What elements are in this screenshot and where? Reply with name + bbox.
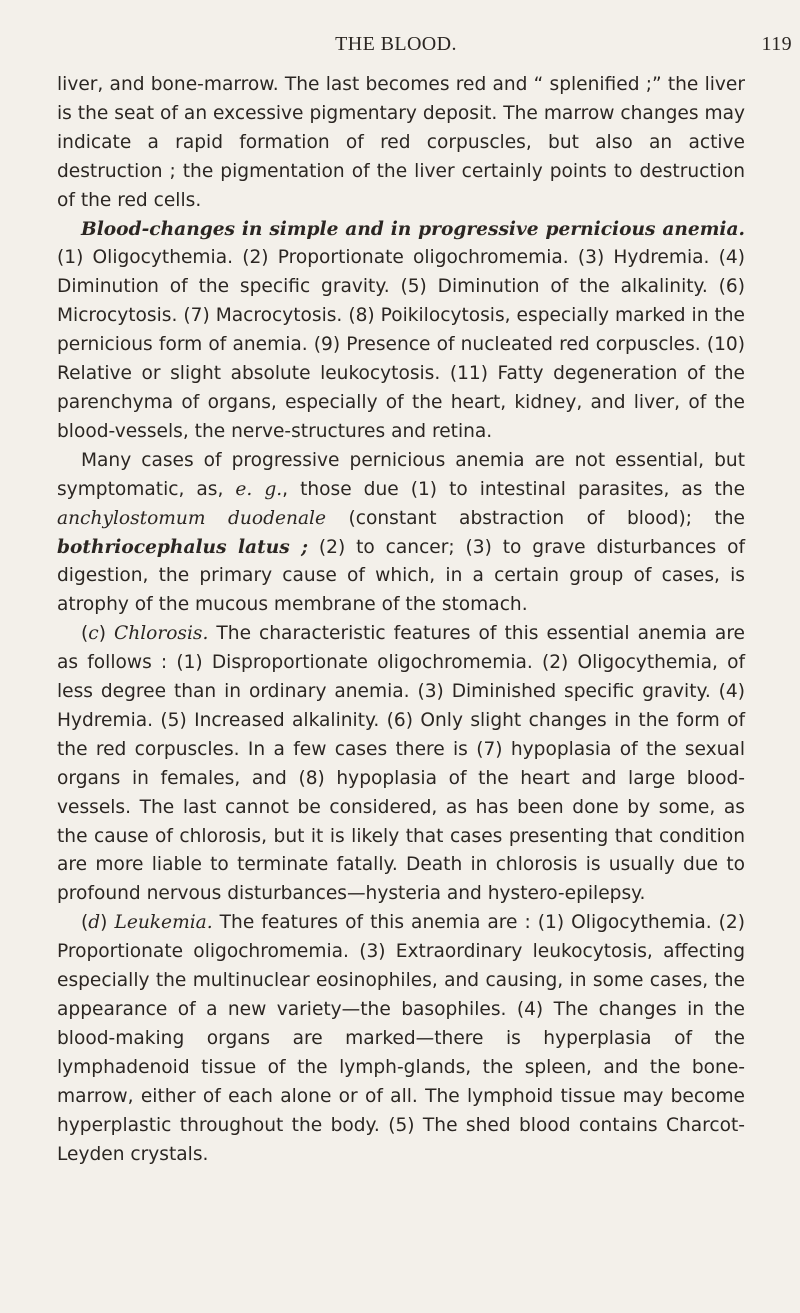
running-header: [57, 33, 797, 57]
species-name-bothriocephalus: bothriocephalus latus ;: [57, 536, 308, 558]
section-letter: d: [88, 912, 101, 934]
section-letter: c: [88, 623, 99, 645]
paragraph-liver-marrow: [57, 71, 745, 216]
paragraph-leukemia: [57, 909, 745, 1169]
abbreviation-eg: e. g.: [235, 478, 283, 500]
page-number: 119: [761, 33, 792, 55]
paragraph-symptomatic-cases: [57, 447, 745, 620]
paren-open: (: [81, 623, 89, 645]
paragraph-text: Many cases of progressive pernicious anemia are not essential, but symptomatic, as,: [57, 449, 745, 500]
body-text: [57, 71, 745, 1169]
section-heading-leukemia: Leukemia.: [114, 912, 213, 934]
section-heading-blood-changes: Blood-changes in simple and in progressive pernicious anemia.: [81, 218, 745, 240]
chapter-title: THE BLOOD.: [335, 33, 457, 55]
section-heading-chlorosis: Chlorosis.: [114, 623, 209, 645]
paragraph-text: , those due (1) to intestinal parasites, as the: [282, 478, 746, 500]
paragraph-blood-changes: [57, 216, 745, 447]
paragraph-chlorosis: [57, 620, 745, 909]
species-name-anchylostomum: anchylostomum duodenale: [57, 507, 327, 529]
paren-close: ): [100, 912, 115, 934]
paragraph-text: (2) to cancer; (3) to grave disturbances of digestion, the primary cause of which, in a certain group of cases, is atrophy of the mucous membrane of the stomach.: [57, 536, 745, 616]
paragraph-text: (1) Oligocythemia. (2) Proportionate oligochromemia. (3) Hydremia. (4) Diminution of the specific gravity. (5) Diminution of the alkalinity. (6) Microcytosis. (7) Macrocytosis. (8) Poikilocytosis, especially marked in the pernicious form of anemia. (9) Presence of nucleated red corpuscles. (10) Relative or slight absolute leukocytosis. (11) Fatty degeneration of the parenchyma of organs, especially of the heart, kidney, and liver, of the blood-vessels, the nerve-structures and retina.: [57, 247, 745, 442]
paren-open: (: [81, 912, 89, 934]
paragraph-text: The characteristic features of this essential anemia are as follows : (1) Disproportionate oligochromemia. (2) Oligocythemia, of less degree than in ordinary anemia. (3) Diminished specific gravity. (4) Hydremia. (5) Increased alkalinity. (6) Only slight changes in the form of the red corpuscles. In a few cases there is (7) hypoplasia of the sexual organs in females, and (8) hypoplasia of the heart and large blood-vessels. The last cannot be considered, as has been done by some, as the cause of chlorosis, but it is likely that cases presenting that condition are more liable to terminate fatally. Death in chlorosis is usually due to profound nervous disturbances—hysteria and hystero-epilepsy.: [57, 623, 745, 905]
paragraph-text: liver, and bone-marrow. The last becomes red and “ splenified ;” the liver is the seat of an excessive pigmentary deposit. The marrow changes may indicate a rapid formation of red corpuscles, but also an active destruction ; the pigmentation of the liver certainly points to destruction of the red cells.: [57, 74, 745, 211]
paragraph-text: (constant abstraction of blood); the: [326, 507, 745, 529]
paragraph-text: The features of this anemia are : (1) Oligocythemia. (2) Proportionate oligochromemia. (3) Extraordinary leukocytosis, affecting especially the multinuclear eosinophiles, and causing, in some cases, the appearance of a new variety—the basophiles. (4) The changes in the blood-making organs are marked—there is hyperplasia of the lymphadenoid tissue of the lymph-glands, the spleen, and the bone-marrow, either of each alone or of all. The lymphoid tissue may become hyperplastic throughout the body. (5) The shed blood contains Charcot-Leyden crystals.: [57, 912, 746, 1165]
paren-close: ): [98, 623, 114, 645]
